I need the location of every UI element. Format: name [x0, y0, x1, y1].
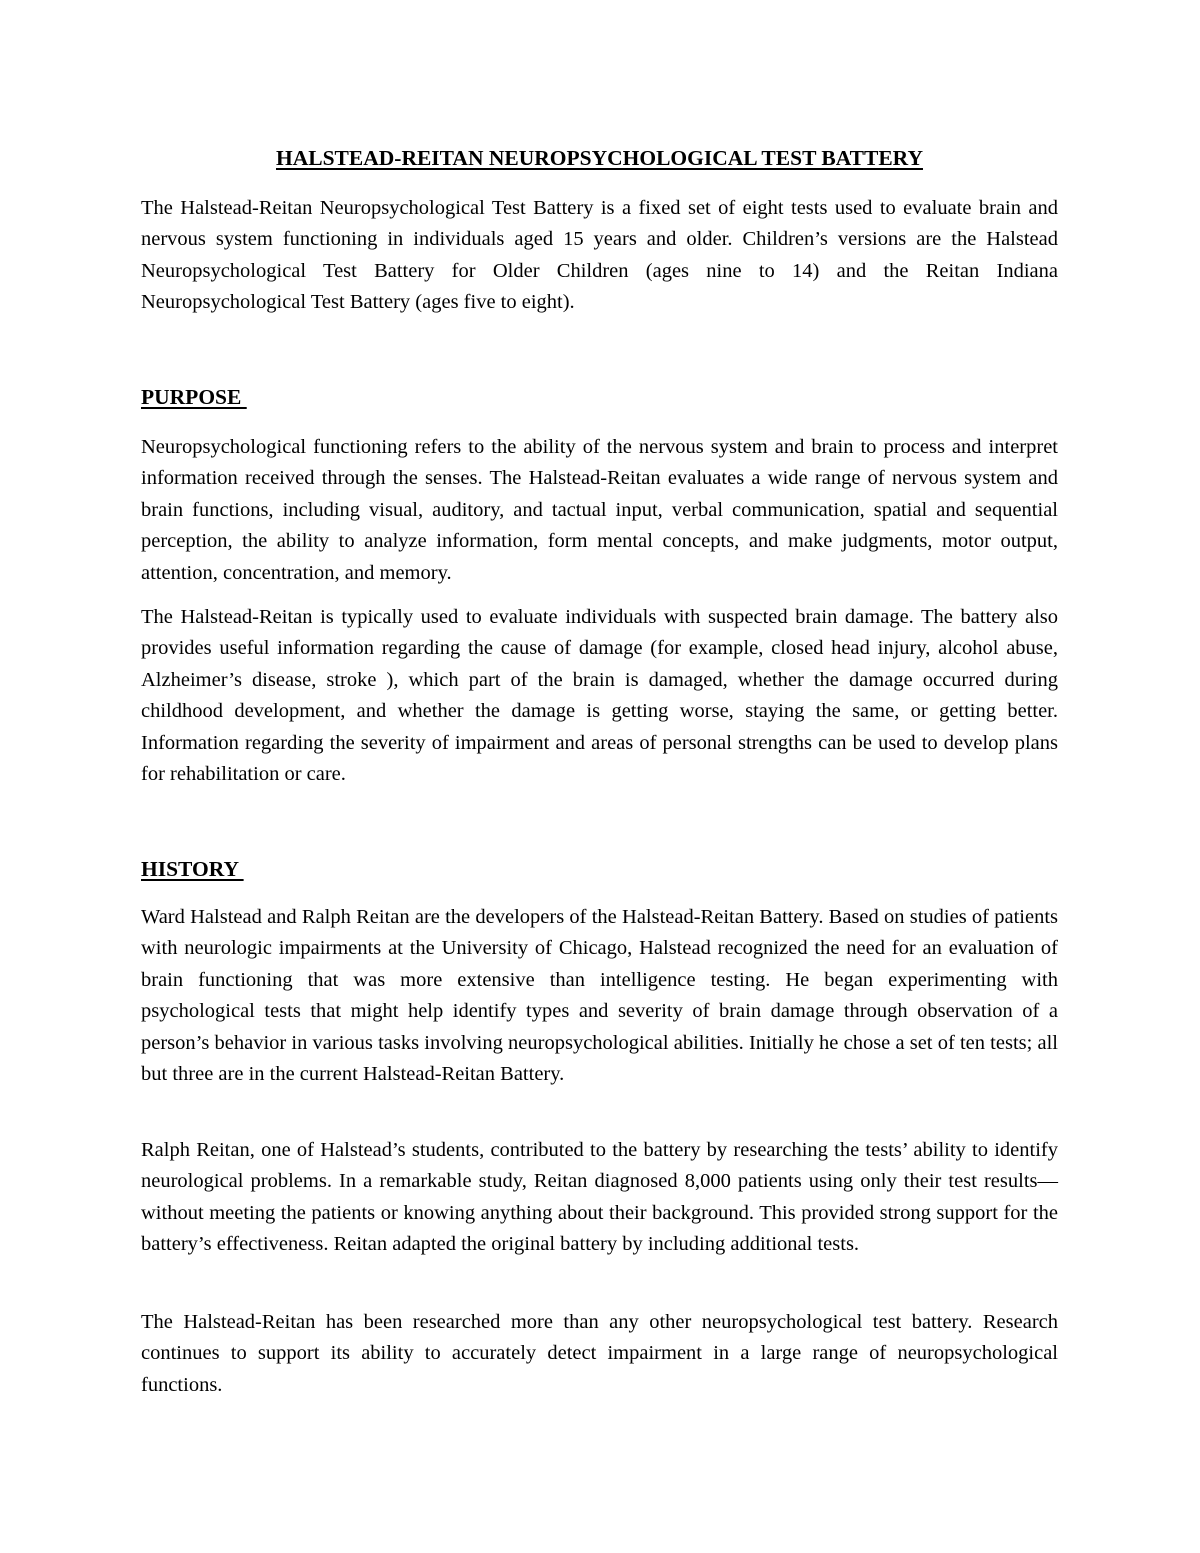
section-heading-purpose: PURPOSE	[141, 385, 247, 409]
history-paragraph-1: Ward Halstead and Ralph Reitan are the developers of the Halstead-Reitan Battery. Based on studies of patients with neurologic impairments at the University of Chicago, Halstead recognized the need for an evaluation of brain functioning that was more extensive than intelligence testing. He began experimenting with psychological tests that might help identify types and severity of brain damage through observation of a person’s behavior in various tasks involving neuropsychological abilities. Initially he chose a set of ten tests; all but three are in the current Halstead-Reitan Battery.	[141, 906, 1058, 1086]
purpose-paragraph-2: The Halstead-Reitan is typically used to evaluate individuals with suspected brain damage. The battery also provides useful information regarding the cause of damage (for example, closed head injury, alcohol abuse, Alzheimer’s disease, stroke ), which part of the brain is damaged, whether the damage occurred during childhood development, and whether the damage is getting worse, staying the same, or getting better. Information regarding the severity of impairment and areas of personal strengths can be used to develop plans for rehabilitation or care.	[141, 606, 1058, 786]
document-title: HALSTEAD-REITAN NEUROPSYCHOLOGICAL TEST BATTERY	[276, 146, 923, 170]
purpose-paragraph-1: Neuropsychological functioning refers to the ability of the nervous system and brain to process and interpret information received through the senses. The Halstead-Reitan evaluates a wide range of nervous system and brain functions, including visual, auditory, and tactual input, verbal communication, spatial and sequential perception, the ability to analyze information, form mental concepts, and make judgments, motor output, attention, concentration, and memory.	[141, 436, 1058, 584]
history-paragraph-2: Ralph Reitan, one of Halstead’s students, contributed to the battery by researching the tests’ ability to identify neurological problems. In a remarkable study, Reitan diagnosed 8,000 patients using only their test results—without meeting the patients or knowing anything about their background. This provided strong support for the battery’s effectiveness. Reitan adapted the original battery by including additional tests.	[141, 1139, 1058, 1256]
history-paragraph-3: The Halstead-Reitan has been researched more than any other neuropsychological test battery. Research continues to support its ability to accurately detect impairment in a large range of neuropsychological functions.	[141, 1311, 1058, 1396]
intro-paragraph: The Halstead-Reitan Neuropsychological Test Battery is a fixed set of eight tests used to evaluate brain and nervous system functioning in individuals aged 15 years and older. Children’s versions are the Halstead Neuropsychological Test Battery for Older Children (ages nine to 14) and the Reitan Indiana Neuropsychological Test Battery (ages five to eight).	[141, 197, 1058, 314]
section-heading-history: HISTORY	[141, 857, 244, 881]
